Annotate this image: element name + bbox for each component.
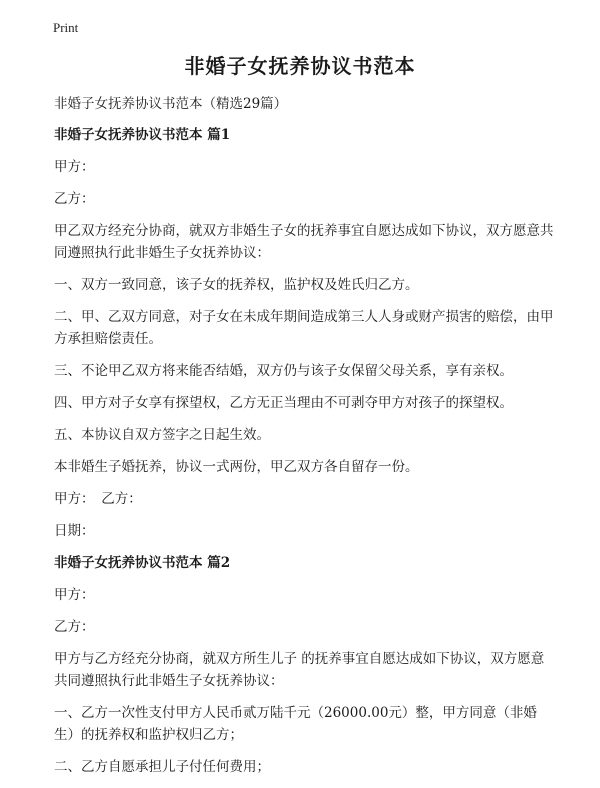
paragraph: 甲方与乙方经充分协商，就双方所生儿子 的抚养事宜自愿达成如下协议，双方愿意共同遵照执行此非婚生子女抚养协议： xyxy=(54,651,545,689)
paragraph: 甲方： xyxy=(54,587,95,603)
paragraph: 三、不论甲乙双方将来能否结婚，双方仍与该子女保留父母关系，享有亲权。 xyxy=(54,363,513,379)
paragraph: 一、双方一致同意，该子女的抚养权，监护权及姓氏归乙方。 xyxy=(54,277,419,293)
section-heading-2: 非婚子女抚养协议书范本 篇2 xyxy=(54,555,231,571)
print-link[interactable]: Print xyxy=(53,20,79,35)
signature-line: 甲方： 乙方： xyxy=(54,491,142,507)
paragraph: 乙方： xyxy=(54,619,95,635)
paragraph: 一、乙方一次性支付甲方人民币贰万陆千元（26000.00元）整，甲方同意（非婚生）的抚养权和监护权归乙方； xyxy=(54,705,537,743)
paragraph: 本非婚生子婚抚养，协议一式两份，甲乙双方各自留存一份。 xyxy=(54,459,419,475)
document-body xyxy=(54,93,554,788)
document-subtitle: 非婚子女抚养协议书范本（精选29篇） xyxy=(54,96,288,112)
paragraph: 乙方： xyxy=(54,191,95,207)
paragraph: 二、甲、乙双方同意，对子女在未成年期间造成第三人人身或财产损害的赔偿，由甲方承担赔偿责任。 xyxy=(54,309,554,347)
paragraph: 五、本协议自双方签字之日起生效。 xyxy=(54,427,270,443)
paragraph: 甲乙双方经充分协商，就双方非婚生子女的抚养事宜自愿达成如下协议，双方愿意共同遵照执行此非婚生子女抚养协议： xyxy=(54,223,554,261)
paragraph: 四、甲方对子女享有探望权，乙方无正当理由不可剥夺甲方对孩子的探望权。 xyxy=(54,395,513,411)
paragraph: 二、乙方自愿承担儿子付任何费用； xyxy=(54,759,270,775)
paragraph: 甲方： xyxy=(54,159,95,175)
document-title: 非婚子女抚养协议书范本 xyxy=(184,54,416,78)
date-line: 日期： xyxy=(54,523,95,539)
section-heading-1: 非婚子女抚养协议书范本 篇1 xyxy=(54,127,231,143)
